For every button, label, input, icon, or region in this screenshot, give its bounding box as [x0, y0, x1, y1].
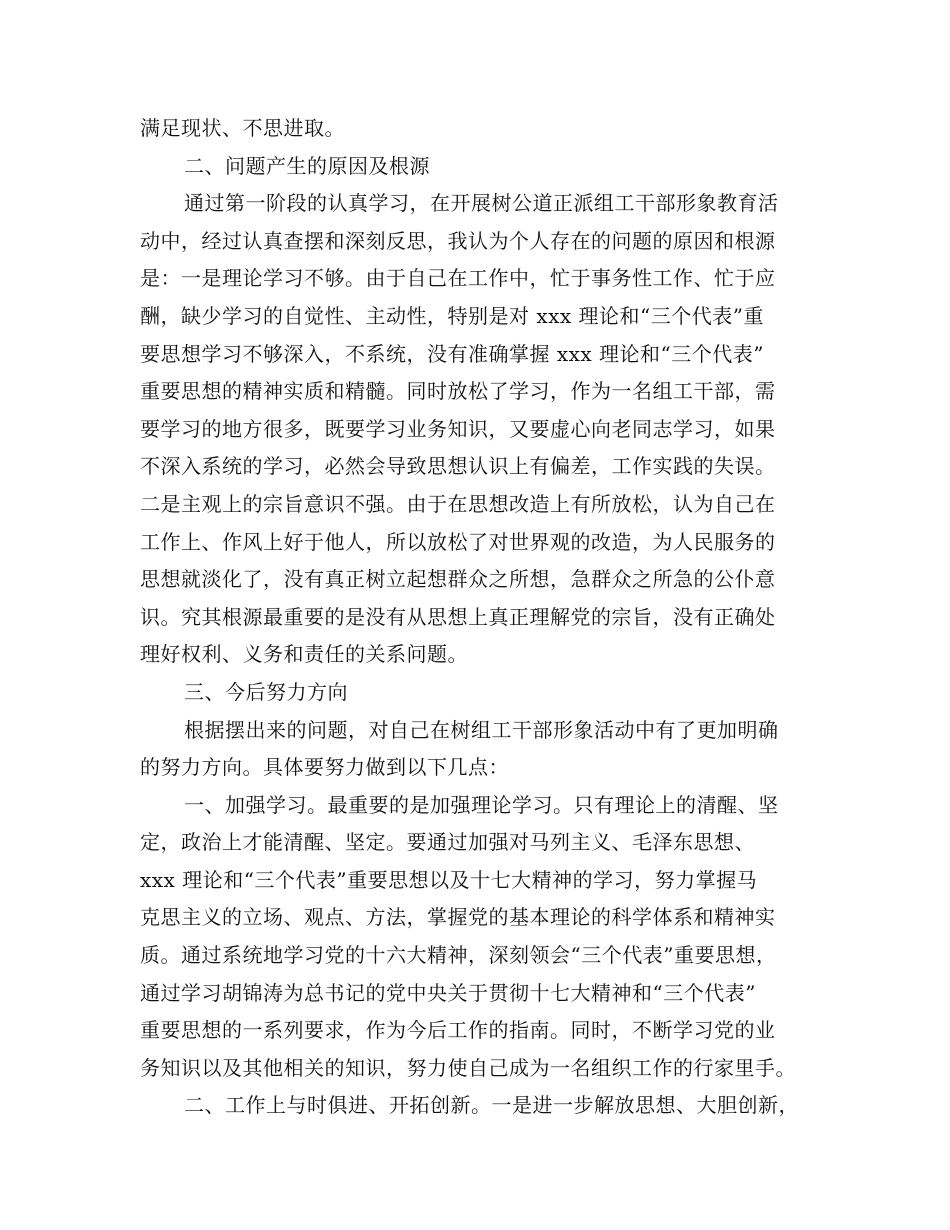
text-line: 的努力方向。具体要努力做到以下几点： [140, 755, 509, 780]
text-line: 是：一是理论学习不够。由于自己在工作中，忙于事务性工作、忙于应 [140, 266, 776, 291]
text-line: 工作上、作风上好于他人，所以放松了对世界观的改造，为人民服务的 [140, 529, 776, 554]
text-line: 根据摆出来的问题，对自己在树组工干部形象活动中有了更加明确 [184, 717, 779, 742]
text-line: 思想就淡化了，没有真正树立起想群众之所想，急群众之所急的公仆意 [140, 567, 776, 592]
text-line: 定，政治上才能清醒、坚定。要通过加强对马列主义、毛泽东思想、 [140, 830, 755, 855]
text-line: 重要思想的一系列要求，作为今后工作的指南。同时，不断学习党的业 [140, 1018, 776, 1043]
document-body [140, 110, 822, 1125]
section-heading: 二、问题产生的原因及根源 [184, 153, 430, 178]
text-line: 质。通过系统地学习党的十六大精神，深刻领会“三个代表”重要思想， [140, 943, 777, 968]
text-line: 理好权利、义务和责任的关系问题。 [140, 642, 468, 667]
text-line: 动中，经过认真查摆和深刻反思，我认为个人存在的问题的原因和根源 [140, 228, 776, 253]
text-line: 要学习的地方很多，既要学习业务知识，又要虚心向老同志学习，如果 [140, 416, 776, 441]
section-heading: 三、今后努力方向 [184, 679, 348, 704]
text-line: 务知识以及其他相关的知识，努力使自己成为一名组织工作的行家里手。 [140, 1055, 796, 1080]
text-line: 一、加强学习。最重要的是加强理论学习。只有理论上的清醒、坚 [184, 792, 779, 817]
text-line: 二、工作上与时俱进、开拓创新。一是进一步解放思想、大胆创新， [184, 1093, 799, 1118]
text-line: 识。究其根源最重要的是没有从思想上真正理解党的宗旨，没有正确处 [140, 604, 776, 629]
text-line: 克思主义的立场、观点、方法，掌握党的基本理论的科学体系和精神实 [140, 905, 776, 930]
text-line: 满足现状、不思进取。 [140, 116, 345, 140]
text-line: 通过学习胡锦涛为总书记的党中央关于贯彻十七大精神和“三个代表” [140, 980, 756, 1005]
text-line: xxx 理论和“三个代表”重要思想以及十七大精神的学习，努力掌握马 [140, 867, 758, 892]
text-line: 酬，缺少学习的自觉性、主动性，特别是对 xxx 理论和“三个代表”重 [140, 303, 765, 328]
text-line: 通过第一阶段的认真学习，在开展树公道正派组工干部形象教育活 [184, 191, 779, 216]
text-line: 要思想学习不够深入，不系统，没有准确掌握 xxx 理论和“三个代表” [140, 341, 765, 366]
text-line: 不深入系统的学习，必然会导致思想认识上有偏差，工作实践的失误。 [140, 454, 776, 479]
text-line: 重要思想的精神实质和精髓。同时放松了学习，作为一名组工干部，需 [140, 379, 776, 404]
text-line: 二是主观上的宗旨意识不强。由于在思想改造上有所放松，认为自己在 [140, 491, 776, 516]
